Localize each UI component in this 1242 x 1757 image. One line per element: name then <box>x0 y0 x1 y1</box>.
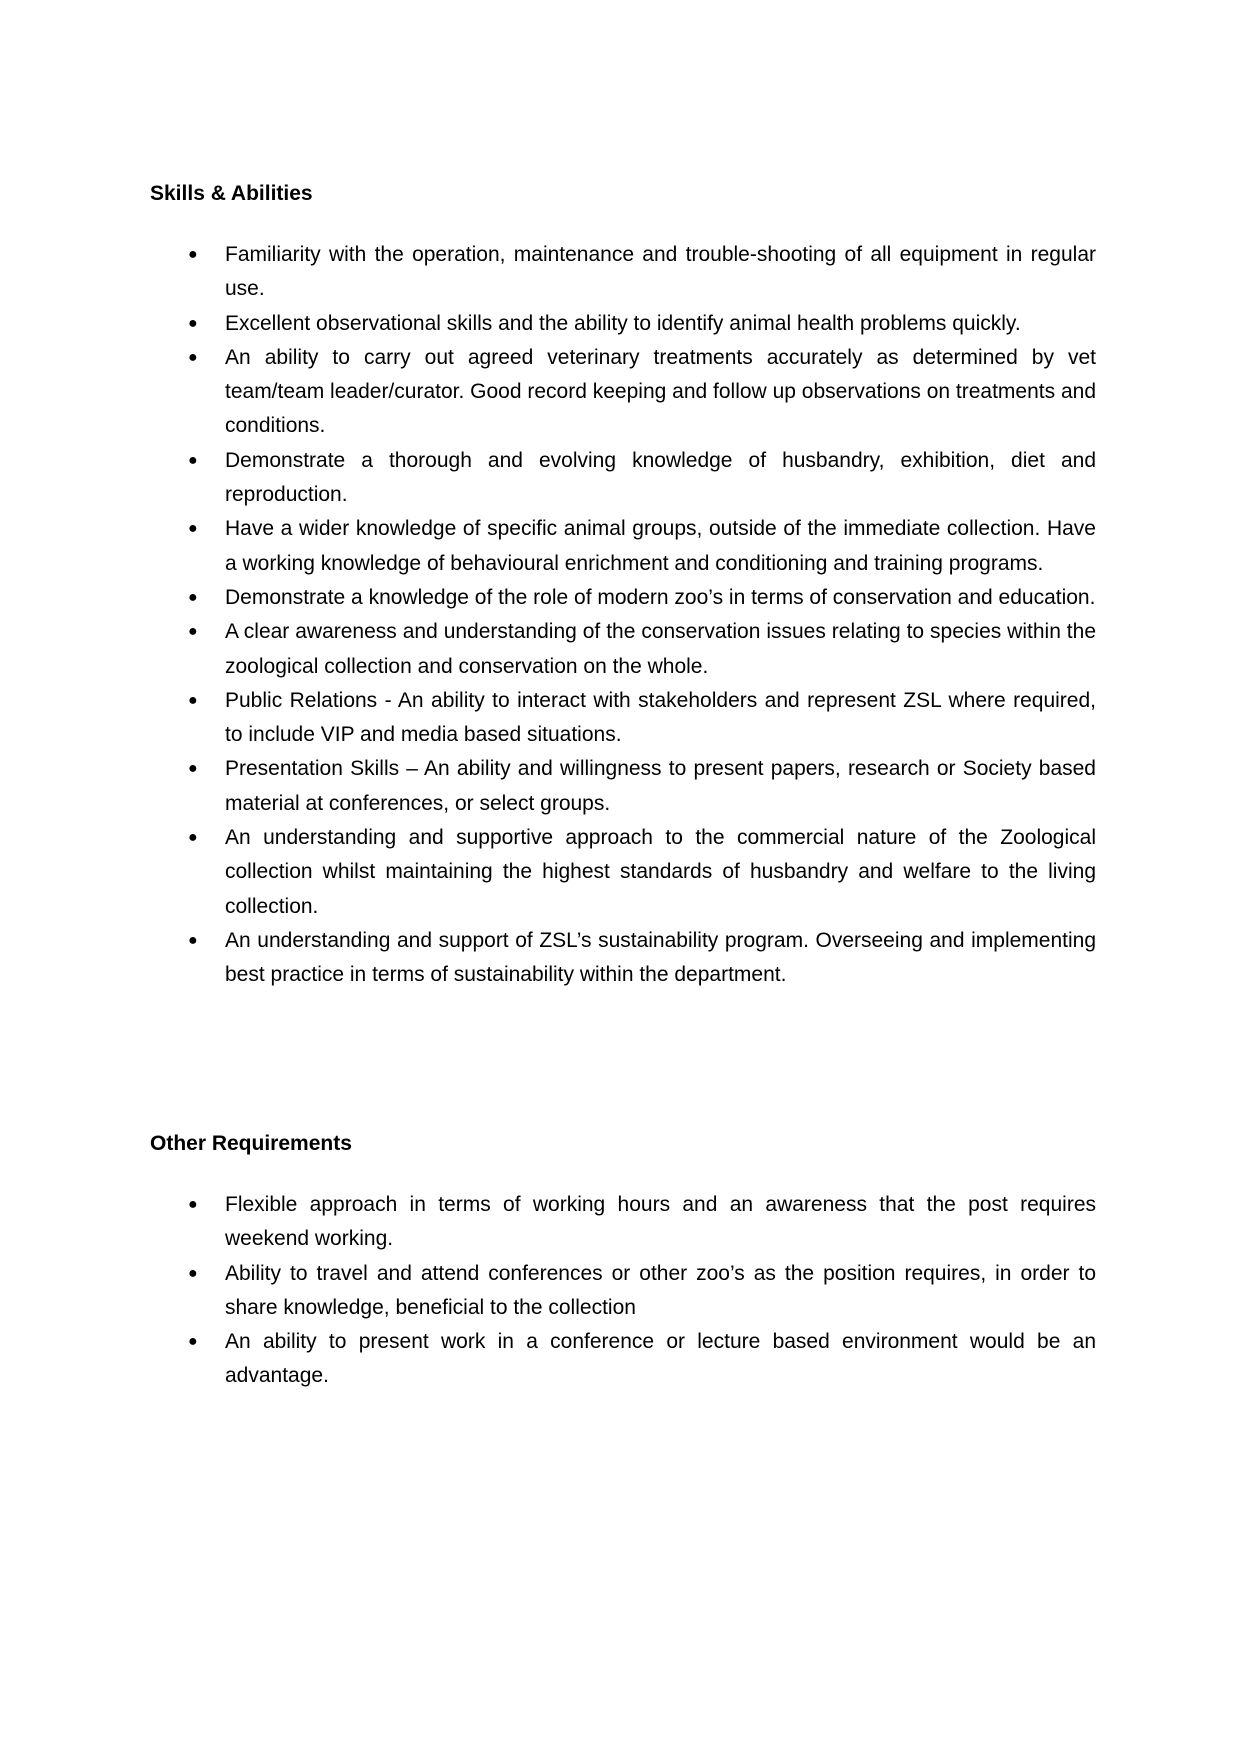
bullet-icon: ● <box>188 588 198 606</box>
list-item-text: An ability to present work in a conference or lecture based environment would be an advantage. <box>225 1330 1096 1388</box>
list-item <box>150 512 1096 581</box>
list-item <box>150 341 1096 444</box>
bullet-icon: ● <box>188 1264 198 1282</box>
list-item <box>150 581 1096 615</box>
bullet-icon: ● <box>188 520 198 538</box>
list-item <box>150 684 1096 753</box>
bullet-icon: ● <box>188 760 198 778</box>
list-item-text: Ability to travel and attend conferences or other zoo’s as the position requires, in order to share knowledge, beneficial to the collection <box>225 1261 1096 1319</box>
other-requirements-list <box>150 1188 1096 1394</box>
list-item-text: Presentation Skills – An ability and willingness to present papers, research or Society based material at conferences, or select groups. <box>225 757 1096 815</box>
list-item-text: A clear awareness and understanding of the conservation issues relating to species within the zoological collection and conservation on the whole. <box>225 620 1096 678</box>
list-item <box>150 752 1096 821</box>
list-item <box>150 1257 1096 1326</box>
list-item-text: Familiarity with the operation, maintenance and trouble-shooting of all equipment in regular use. <box>225 243 1096 301</box>
list-item-text: Have a wider knowledge of specific animal groups, outside of the immediate collection. Have a working knowledge of behavioural enrichment and conditioning and training programs. <box>225 517 1096 575</box>
section-heading-skills-abilities: Skills & Abilities <box>150 182 313 205</box>
bullet-icon: ● <box>188 623 198 641</box>
list-item <box>150 307 1096 341</box>
list-item-text: Flexible approach in terms of working hours and an awareness that the post requires weekend working. <box>225 1193 1096 1251</box>
list-item-text: An understanding and supportive approach to the commercial nature of the Zoological collection whilst maintaining the highest standards of husbandry and welfare to the living collection. <box>225 826 1096 918</box>
list-item <box>150 444 1096 513</box>
list-item-text: Public Relations - An ability to interact with stakeholders and represent ZSL where required, to include VIP and media based situations. <box>225 688 1096 747</box>
bullet-icon: ● <box>188 1333 198 1351</box>
list-item <box>150 238 1096 307</box>
bullet-icon: ● <box>188 691 198 709</box>
list-item-text: Demonstrate a thorough and evolving knowledge of husbandry, exhibition, diet and reproduction. <box>225 448 1096 507</box>
bullet-icon: ● <box>188 829 198 847</box>
section-heading-other-requirements: Other Requirements <box>150 1132 352 1155</box>
bullet-icon: ● <box>188 246 198 263</box>
list-item-text: An ability to carry out agreed veterinary treatments accurately as determined by vet team/team leader/curator. Good record keeping and follow up observations on treatments and conditions. <box>225 345 1096 438</box>
bullet-icon: ● <box>188 451 198 469</box>
list-item <box>150 924 1096 993</box>
bullet-icon: ● <box>188 931 198 949</box>
list-item <box>150 821 1096 924</box>
bullet-icon: ● <box>188 314 198 332</box>
list-item-text: Demonstrate a knowledge of the role of modern zoo’s in terms of conservation and education. <box>225 585 1096 609</box>
list-item-text: An understanding and support of ZSL’s sustainability program. Overseeing and implementing best practice in terms of sustainability within the department. <box>225 928 1096 987</box>
list-item-text: Excellent observational skills and the ability to identify animal health problems quickly. <box>225 311 1021 335</box>
list-item <box>150 1188 1096 1257</box>
bullet-icon: ● <box>188 1196 198 1213</box>
list-item <box>150 1325 1096 1394</box>
bullet-icon: ● <box>188 348 198 366</box>
list-item <box>150 615 1096 684</box>
skills-abilities-list <box>150 238 1096 993</box>
